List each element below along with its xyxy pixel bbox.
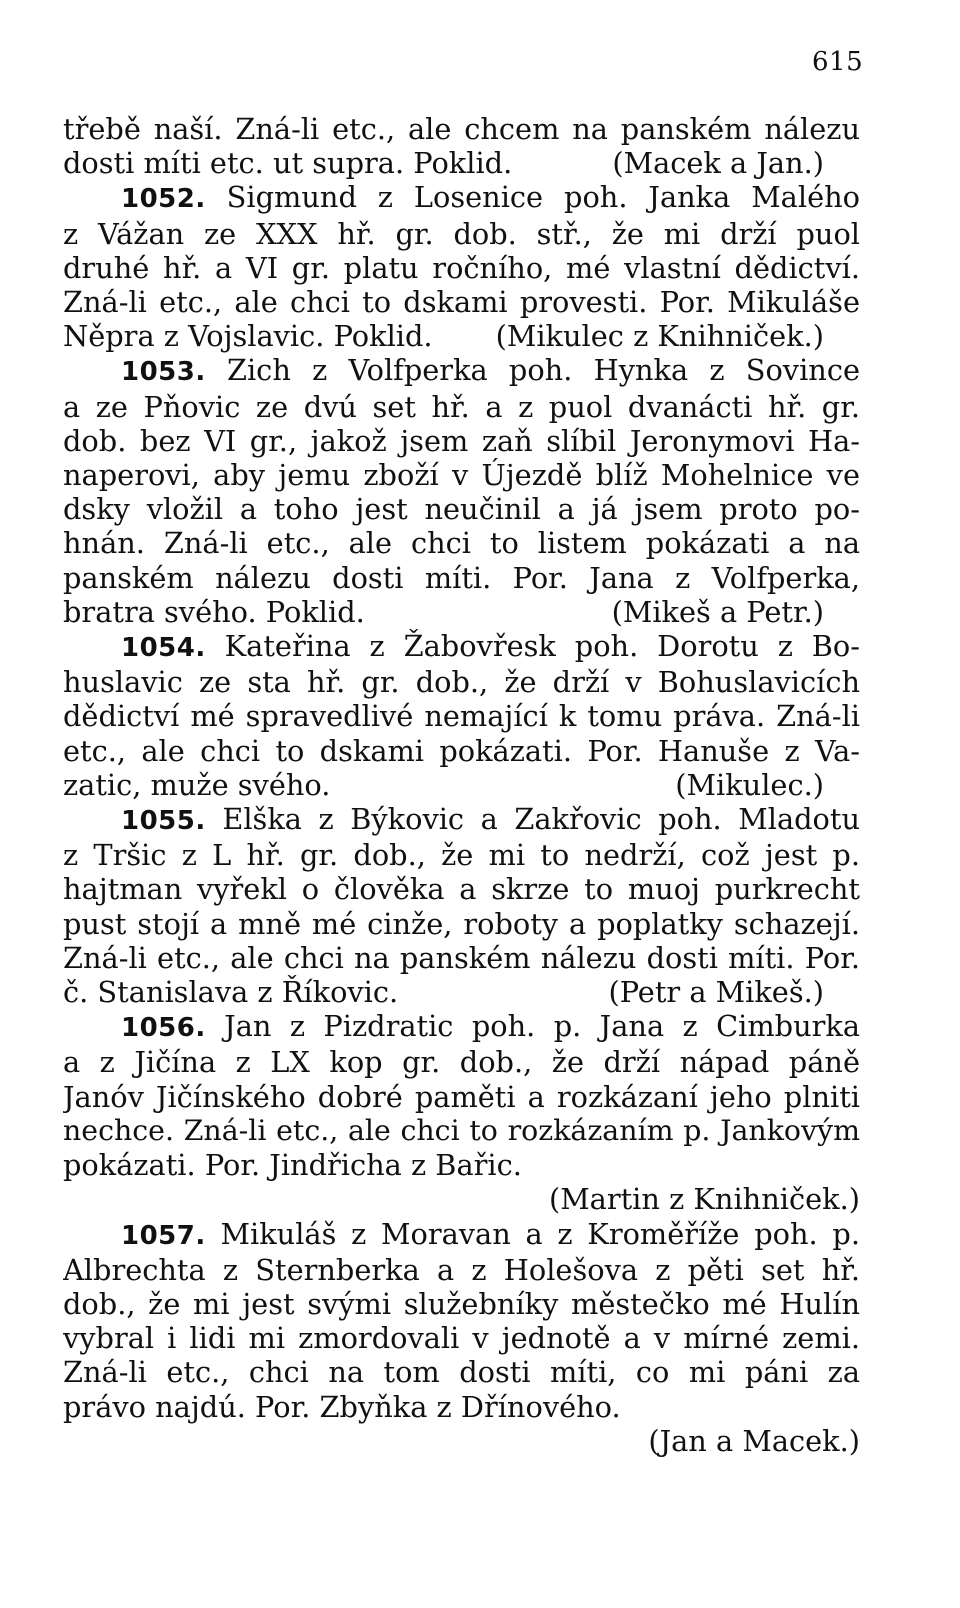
text-line bbox=[63, 146, 860, 180]
entry-first-line bbox=[63, 629, 860, 665]
text-line: pust stojí a mně mé cinže, roboty a poplatky schazejí. bbox=[63, 906, 860, 941]
text-line bbox=[63, 595, 860, 629]
entry-number: 1053. bbox=[121, 357, 206, 388]
text-line: nechce. Zná-li etc., ale chci to rozkázaním p. Jankovým bbox=[63, 1113, 860, 1147]
text-line: naperovi, aby jemu zboží v Újezdě blíž Mohelnice ve bbox=[63, 458, 860, 493]
line-text: Elška z Býkovic a Zakřovic poh. Mladotu bbox=[222, 802, 860, 837]
entry-first-line bbox=[63, 353, 860, 389]
text-line bbox=[63, 319, 860, 353]
text-line: dsky vložil a toho jest neučinil a já jsem proto po- bbox=[63, 492, 860, 527]
scribe-names: (Petr a Mikeš.) bbox=[608, 975, 824, 1010]
line-text: Jan z Pizdratic poh. p. Jana z Cimburka bbox=[224, 1009, 860, 1044]
entry-number: 1054. bbox=[121, 633, 206, 664]
text-line: hnán. Zná-li etc., ale chci to listem pokázati a na bbox=[63, 526, 860, 561]
page-number: 615 bbox=[812, 47, 864, 77]
text-line: Zná-li etc., ale chci to dskami provesti. Por. Mikuláše bbox=[63, 285, 860, 320]
text-line: panském nálezu dosti míti. Por. Jana z Volfperka, bbox=[63, 560, 860, 595]
text-line: vybral i lidi mi zmordovali v jednotě a v mírné zemi. bbox=[63, 1321, 860, 1356]
line-text: bratra svého. Poklid. bbox=[63, 594, 365, 629]
entry-first-line bbox=[63, 1217, 860, 1253]
scribe-names: (Jan a Macek.) bbox=[648, 1423, 860, 1458]
line-text: zatic, muže svého. bbox=[63, 767, 331, 802]
line-text: Něpra z Vojslavic. Poklid. bbox=[63, 319, 433, 354]
scribe-names: (Macek a Jan.) bbox=[612, 146, 824, 181]
text-line: Janóv Jičínského dobré paměti a rozkázaní jeho plniti bbox=[63, 1079, 860, 1114]
line-text: č. Stanislava z Říkovic. bbox=[63, 975, 399, 1010]
text-line: dob. bez VI gr., jakož jsem zaň slíbil Jeronymovi Ha- bbox=[63, 423, 860, 458]
scribe-names: (Martin z Knihniček.) bbox=[548, 1182, 860, 1217]
text-line: třebě naší. Zná-li etc., ale chcem na panském nálezu bbox=[63, 112, 860, 146]
entry-first-line bbox=[63, 180, 860, 216]
line-text: dosti míti etc. ut supra. Poklid. bbox=[63, 146, 513, 181]
entry-number: 1055. bbox=[121, 806, 206, 837]
line-text: Mikuláš z Moravan a z Kroměříže poh. p. bbox=[220, 1216, 860, 1251]
text-line: z Vážan ze XXX hř. gr. dob. stř., že mi drží puol bbox=[63, 216, 860, 251]
text-line: a ze Pňovic ze dvú set hř. a z puol dvanácti hř. gr. bbox=[63, 389, 860, 424]
text-line bbox=[63, 768, 860, 802]
line-text: Sigmund z Losenice poh. Janka Malého bbox=[226, 180, 860, 215]
text-line: Albrechta z Sternberka a z Holešova z pěti set hř. bbox=[63, 1252, 860, 1287]
entry-number: 1057. bbox=[121, 1220, 206, 1251]
text-line: právo najdú. Por. Zbyňka z Dřínového. bbox=[63, 1389, 621, 1424]
text-line: dědictví mé spravedlivé nemající k tomu práva. Zná-li bbox=[63, 699, 860, 734]
scribe-names: (Mikulec z Knihniček.) bbox=[495, 319, 824, 354]
text-line: etc., ale chci to dskami pokázati. Por. Hanuše z Va- bbox=[63, 733, 860, 768]
text-line: Zná-li etc., ale chci na panském nálezu dosti míti. Por. bbox=[63, 940, 860, 975]
text-line: hajtman vyřekl o člověka a skrze to muoj purkrecht bbox=[63, 872, 860, 907]
entry-first-line bbox=[63, 1009, 860, 1045]
entry-number: 1056. bbox=[121, 1013, 206, 1044]
text-line: z Tršic z L hř. gr. dob., že mi to nedrží, což jest p. bbox=[63, 838, 860, 873]
text-line: a z Jičína z LX kop gr. dob., že drží nápad páně bbox=[63, 1045, 860, 1080]
text-line bbox=[63, 975, 860, 1009]
text-line: pokázati. Por. Jindřicha z Bařic. bbox=[63, 1148, 522, 1183]
entry-first-line bbox=[63, 802, 860, 838]
line-text: Zich z Volfperka poh. Hynka z Sovince bbox=[226, 353, 860, 388]
line-text: Kateřina z Žabovřesk poh. Dorotu z Bo- bbox=[224, 629, 860, 664]
scribe-names: (Mikeš a Petr.) bbox=[611, 594, 824, 629]
text-line: druhé hř. a VI gr. platu ročního, mé vlastní dědictví. bbox=[63, 250, 860, 285]
text-line: Zná-li etc., chci na tom dosti míti, co mi páni za bbox=[63, 1355, 860, 1390]
entry-number: 1052. bbox=[121, 184, 206, 215]
body-text bbox=[63, 112, 860, 1458]
scribe-names: (Mikulec.) bbox=[675, 767, 824, 802]
text-line: huslavic ze sta hř. gr. dob., že drží v Bohuslavicích bbox=[63, 665, 860, 700]
text-line: dob., že mi jest svými služebníky městečko mé Hulín bbox=[63, 1286, 860, 1321]
